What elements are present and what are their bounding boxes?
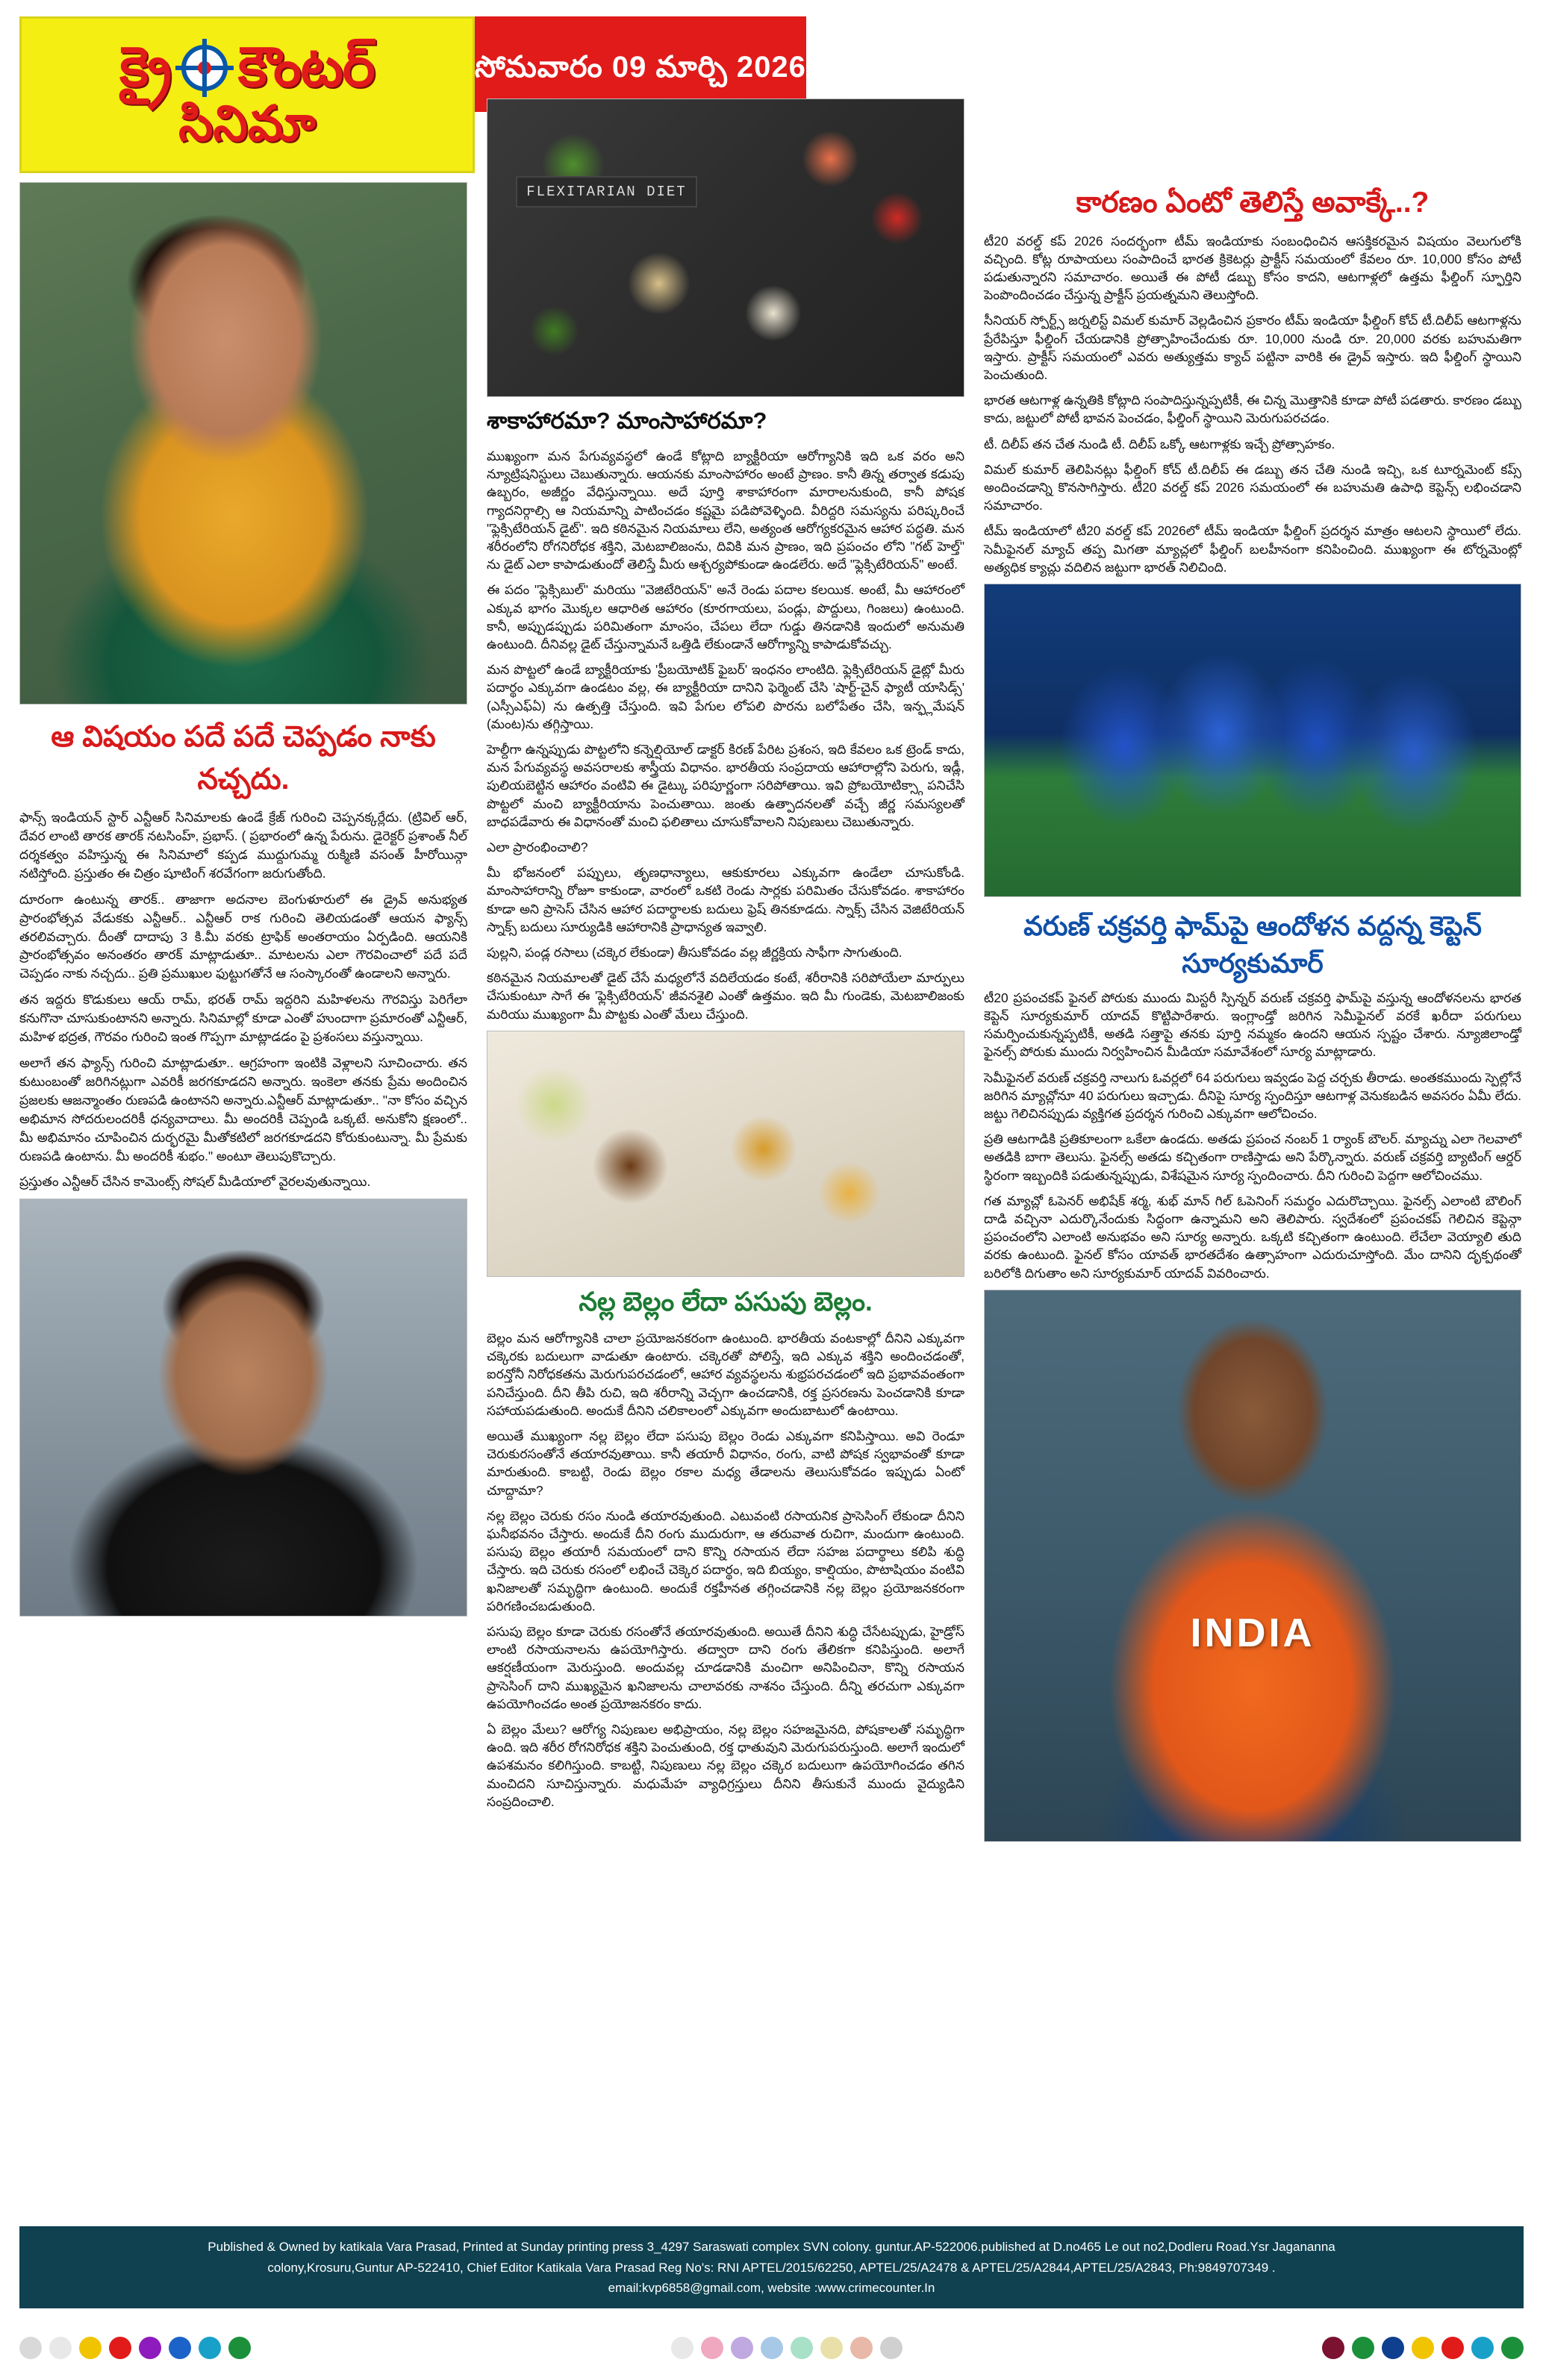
right2-paragraph-3: ప్రతి ఆటగాడికి ప్రతికూలంగా ఒకేలా ఉండదు. అతడు ప్రపంచ నంబర్ 1 ర్యాంక్ బౌలర్. మ్యాచ్ను ఎలా గెలవాలో అతడికి బాగా తెలుసు. ఫైనల్స్ అతడు కచ్చితంగా రాణిస్తాడు అని పేర్కొన్నారు. వరుణ్ చక్రవర్తి బ్యాటింగ్ ఆర్డర్ స్థిరంగా ఇబ్బందికి పడుతున్నప్పుడు, విశేషమైన సూర్య స్పందించారు. దీని గురించి పెద్దగా ఆలోచించము.: [984, 1131, 1521, 1183]
mid-paragraph-1: ముఖ్యంగా మన పేగువ్యవస్థలో ఉండే కోట్లాది బ్యాక్టీరియా ఆరోగ్యానికి ఇది ఒక వరం అని న్యూట్రిషనిస్టులు చెబుతున్నారు. ఆయనకు మాంసాహారం అంటే ప్రాణం. కానీ తిన్న తర్వాత కడుపు ఉబ్బరం, అజీర్ణం వేధిస్తున్నాయి. అదే పూర్తి శాకాహారంగా మారాలనుకుంది, కానీ పోషక గ్యాదనిర్గాల్సి ఆ నియమాన్ని పాటించడం కష్టమై పడిపోవెళ్ళింది. వీరిద్దరి సమస్యను పరిష్కరించే "ఫ్లెక్సిటేరియన్ డైట్". ఇది కఠినమైన నియమాలు లేని, అత్యంత ఆరోగ్యకరమైన ఆహార పద్ధతి. మన శరీరంలోని రోగనిరోధక శక్తిని, మెటబాలిజంను, దివికి మన ప్రాణం, ఇది ప్రపంచం లోని "గట్ హెల్త్" ను డైట్ ఎలా కాపాడుతుందో తెలిస్తే మీరు ఆశ్చర్యపోకుండా ఉండలేరు. అదే "ఫ్లెక్సిటేరియన్" అంటే.: [487, 449, 964, 572]
mid-headline-1: శాకాహారమా? మాంసాహారమా?: [487, 407, 767, 434]
footer-line-3: email:kvp6858@gmail.com, website :www.crimecounter.In: [608, 2280, 935, 2295]
left-paragraph-1: ఫాన్స్ ఇండియన్ స్టార్ ఎన్టీఆర్ సినిమాలకు ఉండే క్రేజ్ గురించి చెప్పనక్కర్లేదు. (ట్రివిల్ ఆర్, దేవర లాంటి తారక తారక్ నటసింహ్, ప్రభాస్. ( ప్రభారంలో ఉన్న పేరును. డైరెక్టర్ ప్రశాంత్ నీల్ దర్శకత్వం వహిస్తున్న ఈ సినిమాలో కప్పడ ముద్దుగుమ్మ రుక్మిణి వసంత్ హీరోయిన్గా నటిస్తోంది. ప్రస్తుతం ఈ చిత్రం షూటింగ్ శరవేగంగా జరుగుతోంది.: [19, 810, 467, 881]
print-color-registration-bar: [19, 2337, 1524, 2359]
color-swatch: [1352, 2337, 1374, 2359]
jaggery-turmeric-photo: [487, 1031, 964, 1277]
color-swatch-group-2: [671, 2337, 903, 2359]
color-swatch: [701, 2337, 723, 2359]
column-right: [984, 99, 1521, 1842]
color-swatch: [1412, 2337, 1434, 2359]
logo-word-crime: క్రై: [119, 37, 171, 99]
right-paragraph-1: టీ20 వరల్డ్ కప్ 2026 సందర్భంగా టీమ్ ఇండియాకు సంబంధించిన ఆసక్తికరమైన విషయం వెలుగులోకి వచ్చింది. కోట్ల రూపాయలు సంపాదించే భారత క్రికెటర్లు ప్రాక్టీస్ సమయంలో కేవలం రూ. 10,000 కోసం పోటీ పడుతున్నారని సమాచారం. అయితే ఈ పోటీ డబ్బు కోసం కాదని, ఆటగాళ్లలో ఉత్తమ ఫీల్డింగ్ స్ఫూర్తిని పెంపొందించడం చేస్తున్న ప్రాక్టీస్ ప్రయత్నమని తెలుస్తోంది.: [984, 233, 1521, 303]
color-swatch: [79, 2337, 102, 2359]
color-swatch: [139, 2337, 161, 2359]
mid2-paragraph-5: ఏ బెల్లం మేలు? ఆరోగ్య నిపుణుల అభిప్రాయం, నల్ల బెల్లం సహజమైనది, పోషకాలతో సమృద్ధిగా ఉంది. ఇది శరీర రోగనిరోధక శక్తిని పెంచుతుంది, రక్త ధాతువుని మెరుగుపరుస్తుంది. అలాగే ఇందులో ఉపశమనం కలిగిస్తుంది. కాబట్టి, నిపుణులు నల్ల బెల్లం చక్కెర బదులుగా ఉపయోగించడం తగిన మంచిదని సూచిస్తున్నారు. మధుమేహ వ్యాధిగ్రస్తులు దీనిని తీసుకునే ముందు వైద్యుడిని సంప్రదించాలి.: [487, 1721, 964, 1809]
color-swatch: [1382, 2337, 1404, 2359]
right-headline-1: కారణం ఏంటో తెలిస్తే అవాక్కే..?: [1076, 187, 1430, 219]
right-headline-2: వరుణ్ చక్రవర్తి ఫామ్‌పై ఆందోళన వద్దన్న కెప్టెన్ సూర్యకుమార్: [1023, 911, 1482, 979]
column-left: [19, 99, 467, 1842]
team-india-celebration-photo: [984, 584, 1521, 897]
left-headline: ఆ విషయం పదే పదే చెప్పడం నాకు నచ్చదు.: [51, 721, 436, 796]
sai-pallavi-photo: [19, 182, 467, 705]
color-swatch: [820, 2337, 843, 2359]
color-swatch: [1471, 2337, 1494, 2359]
right2-paragraph-2: సెమీఫైనల్ వరుణ్ చక్రవర్తి నాలుగు ఓవర్లలో 64 పరుగులు ఇవ్వడం పెద్ద చర్చకు తీరాడు. అంతకముందు స్పెల్లోనే జరిగిన మ్యాచ్లోనూ 40 పరుగులు ఇచ్చాడు. దీనిపై సూర్య స్పందిస్తూ ఆటగాళ్ల వెనుకబడిన అవసరం ఏమీ లేదు. జట్టు గెలిచినప్పుడు వ్యక్తిగత ప్రదర్శన గురించి ఎక్కువగా ఆలోచించం.: [984, 1069, 1521, 1121]
mid2-paragraph-3: నల్ల బెల్లం చెరుకు రసం నుండి తయారవుతుంది. ఎటువంటి రసాయనిక ప్రాసెసింగ్ లేకుండా దీనిని ఘనీభవనం చేస్తారు. అందుకే దీని రంగు ముదురుగా, ఆ తరువాత రుచిగా, మందుగా ఉంటుంది. పసుపు బెల్లం తయారీ సమయంలో దాని కొన్ని రసాయన లేదా సహజ పదార్థాలు కలిపి శుద్ధి చేస్తారు. ఇది చెరుకు రసంలో లభించే చెక్కెర పదార్థం, ఇది బియ్యం, కాల్షియం, పొటాషియం వంటివి ఖనిజాలతో సమృద్ధిగా ఉంటుంది. అందుకే రక్తహీనత తగ్గించడానికి నల్ల బెల్లం ప్రయోజనకరంగా పరిగణించబడుతుంది.: [487, 1508, 964, 1614]
color-swatch: [880, 2337, 903, 2359]
mid2-paragraph-4: పసుపు బెల్లం కూడా చెరుకు రసంతోనే తయారవుతుంది. అయితే దీనిని శుద్ధి చేసేటప్పుడు, హైడ్రోస్ లాంటి రసాయనాలను ఉపయోగిస్తారు. తద్వారా దాని రంగు తేలికగా కనిపిస్తుంది. అలాగే ఆకర్షణీయంగా మెరుస్తుంది. అందువల్ల చూడడానికి మంచిగా అనిపించినా, కొన్ని రసాయన ప్రాసెసింగ్ దాని ముఖ్యమైన ఖనిజాలను చాలావరకు నాశనం చేస్తుంది. దీన్ని తరచుగా ఎక్కువగా ఉపయోగించడం అంత ప్రయోజనకరం కాదు.: [487, 1623, 964, 1711]
flexitarian-diet-label: FLEXITARIAN DIET: [516, 176, 696, 207]
right2-paragraph-4: గత మ్యాచ్లో ఓపెనర్ అభిషేక్ శర్మ, శుభ్ మాన్ గిల్ ఓపెనింగ్ సమర్థం ఎదురొచ్చాయి. ఫైనల్స్ ఎలాంటి బౌలింగ్ దాడి వచ్చినా ఎదుర్కొనేందుకు సిద్ధంగా ఉన్నామని అని తెలిపారు. స్వదేశంలో ప్రపంచకప్ గెలిచిన కెప్టెన్గా ప్రపంచంలోని ఎలాంటి అనుభవం అని సూర్య అన్నారు. ఒక్కటి కచ్చితంగా ఉంటుంది. లేచేలా వెయ్యాలి తుది వరకు ఉంటుంది. ఫైనల్ కోసం యావత్ భారతదేశం ఉత్సాహంగా ఎదురుచూస్తోంది. మేం దానిని దృక్పథంతో బరిలోకి దిగుతాం అని సూర్యకుమార్ యాదవ్ వివరించారు.: [984, 1193, 1521, 1281]
color-swatch: [199, 2337, 221, 2359]
logo-word-counter: కౌంటర్: [237, 37, 375, 99]
mid-paragraph-6: మీ భోజనంలో పప్పులు, తృణధాన్యాలు, ఆకుకూరలు ఎక్కువగా ఉండేలా చూసుకోండి. మాంసాహారాన్ని రోజూ కాకుండా, వారంలో ఒకటి రెండు సార్లకు పరిమితం చేసుకోవడం. శాకాహారం కూడా అని ప్రాసెస్ చేసిన ఆహార పదార్థాలకు బదులు ఫ్రెష్ తినకూడదు. స్నాక్స్ చేసిన వెజిటేరియన్ స్నాక్స్ బదులు సూర్యుడికి ఆహారానికి ప్రాధాన్యత ఇవ్వాలి.: [487, 865, 964, 934]
mid2-paragraph-1: బెల్లం మన ఆరోగ్యానికి చాలా ప్రయోజనకరంగా ఉంటుంది. భారతీయ వంటకాల్లో దీనిని ఎక్కువగా చక్కెరకు బదులుగా వాడుతూ ఉంటారు. చక్కెరతో పోలిస్తే, ఇది ఎక్కువ శక్తిని అందించడంతో, ఐరన్తోనీ నిరోధకతను మెరుగుపరచడంలో, ఆహార వ్యవస్థలను శుభ్రపరచడంలో ఇది ప్రభావవంతంగా పనిచేస్తుంది. దీని తీపి రుచి, ఇది శరీరాన్ని వెచ్చగా ఉంచడానికి, రక్త ప్రసరణను పెంచడానికి కూడా సహాయపడుతుంది. అందుకే దీనిని చలికాలంలో ఎక్కువగా అందుబాటులో ఉంటాయి.: [487, 1330, 964, 1418]
jersey-india-text: INDIA: [1190, 1610, 1315, 1655]
left-paragraph-5: ప్రస్తుతం ఎన్టీఆర్ చేసిన కామెంట్స్ సోషల్ మీడియాలో వైరలవుతున్నాయి.: [19, 1174, 371, 1190]
logo-top-line: [119, 37, 375, 99]
mid-paragraph-7: పుల్లని, పండ్ల రసాలు (చక్కెర లేకుండా) తీసుకోవడం వల్ల జీర్ణక్రియ సాఫీగా సాగుతుంది.: [487, 945, 903, 961]
color-swatch: [1501, 2337, 1524, 2359]
color-swatch: [49, 2337, 72, 2359]
mid-paragraph-8: కఠినమైన నియమాలతో డైట్ చేసే మధ్యలోనే వదిలేయడం కంటే, శరీరానికి సరిపోయేలా మార్పులు చేసుకుంటూ సాగే ఈ 'ఫ్లెక్సిటేరియన్' జీవనశైలి ఎంతో ఉత్తమం. ఇది మీ గుండెకు, మెటబాలిజంకు మరియు ముఖ్యంగా మీ పొట్టకు ఎంతో మేలు చేస్తుంది.: [487, 970, 964, 1022]
right-paragraph-3: భారత ఆటగాళ్ల ఉన్నతికి కోట్లాది సంపాదిస్తున్నప్పటికీ, ఈ చిన్న మొత్తానికి కూడా పోటీ పడతారు. కారణం డబ్బు కాదు, జట్టులో పోటీ భావన పెంచడం, ఫీల్డింగ్ స్థాయిని మెరుగుపరచడం.: [984, 393, 1521, 426]
color-swatch: [228, 2337, 251, 2359]
color-swatch: [169, 2337, 191, 2359]
color-swatch: [671, 2337, 693, 2359]
left-paragraph-4: అలాగే తన ఫ్యాన్స్ గురించి మాట్లాడుతూ.. ఆగ్రహంగా ఇంటికి వెళ్లాలని సూచించారు. తన కుటుంబంతో జరిగినట్లుగా ఎవరికీ జరగకూడదని అన్నారు. ఇంకెలా తనకు ప్రేమ అందించిన ప్రజలకు ఆజన్మాంతం రుణపడి ఉంటానని అన్నారు.ఎన్టీఆర్ మాట్లాడుతూ.. "నా కోసం వచ్చిన అభిమాన సోదరులందరికీ ధన్యవాదాలు. మీ అందరికీ చెప్పండి ఒక్కటే. అనుకోని క్షణంలో.. మీ అభిమానం చూపించిన దుర్భరమై మీతోకటిలో జరగకూడదని కోరుకుంటున్నా. మీ ప్రేమకు రుణపడి ఉంటాను. మీ అందరికీ శుభం." అంటూ తెలుపుకొచ్చారు.: [19, 1055, 467, 1164]
footer-imprint: [19, 2226, 1524, 2308]
crosshair-icon: [181, 45, 228, 91]
mid-headline-2: నల్ల బెల్లం లేదా పసుపు బెల్లం.: [579, 1287, 873, 1317]
right-paragraph-4: టీ. దిలీప్ తన చేత నుండి టీ. దిలీప్ ఒక్కో ఆటగాళ్లకు ఇచ్చే ప్రోత్సాహకం.: [984, 436, 1335, 452]
footer-line-2: colony,Krosuru,Guntur AP-522410, Chief Editor Katikala Vara Prasad Reg No's: RNI APTEL/2015/62250, APTEL/25/A2478 & APTEL/25/A2844,APTEL/25/A2843, Ph:9849707349 .: [267, 2260, 1276, 2275]
column-middle: [487, 99, 964, 1842]
color-swatch: [850, 2337, 873, 2359]
color-swatch: [1322, 2337, 1344, 2359]
suryakumar-yadav-photo: [984, 1290, 1521, 1842]
mid-paragraph-4: హెల్దీగా ఉన్నప్పుడు పొట్టలోని కన్నెల్షియోల్ డాక్టర్ కిరణ్ పేరిట ప్రశంస, ఇది కేవలం ఒక ట్రెండ్ కాదు, మన పేగువ్యవస్థ అవసరాలకు శాస్త్రీయ విధానం. భారతీయ సంప్రదాయ ఆహారాల్లోని పెరుగు, ఇడ్లీ, పులియబెట్టిన ఆహారం వంటివి ఈ డైట్కు పరిపూర్ణంగా సరిపోతాయి. ఇవి ప్రోబయోటిక్స్గా పనిచేసి పొట్టలో మంచి బ్యాక్టీరియాను పెంచుతాయి. జంతు ఉత్పాదనలతో వచ్చే జీర్ణ సమస్యలతో బాధపడేవారు ఈ విధానంతో మంచి ఫలితాలు చూసుకోవాలని నిపుణులు చెబుతున్నారు.: [487, 742, 964, 829]
right-paragraph-2: సీనియర్ స్పోర్ట్స్ జర్నలిస్ట్ విమల్ కుమార్ వెల్లడించిన ప్రకారం టీమ్ ఇండియా ఫీల్డింగ్ కోచ్ టీ.దిలీప్ ఆటగాళ్లను ప్రేరేపిస్తూ ఫీల్డింగ్ చేయడానికి ప్రోత్సాహించేందుకు రూ. 10,000 నుండి రూ. 20,000 వరకు బహుమతిగా ఇస్తారు. ప్రాక్టీస్ సమయంలో ఎవరు అత్యుత్తమ క్యాచ్ పట్టినా వారికి ఈ డ్రైవ్ ఇస్తారు. ఇది ఫీల్డింగ్ స్థాయిని పెంచుతుంది.: [984, 313, 1521, 382]
color-swatch: [109, 2337, 131, 2359]
color-swatch: [19, 2337, 42, 2359]
color-swatch-group-1: [19, 2337, 251, 2359]
content-columns: [19, 99, 1524, 1842]
mid2-paragraph-2: అయితే ముఖ్యంగా నల్ల బెల్లం లేదా పసుపు బెల్లం రెండు ఎక్కువగా కనిపిస్తాయి. అవి రెండూ చెరుకురసంతోనే తయారవుతాయి. కానీ తయారీ విధానం, రంగు, వాటి పోషక స్వభావంతో కూడా మారుతుంది. కాబట్టి, రెండు బెల్లం రకాల మధ్య తేడాలను తెలుసుకోవడం ఇప్పుడు ఏంటో చూద్దామా?: [487, 1428, 964, 1498]
color-swatch: [731, 2337, 753, 2359]
left-paragraph-2: దూరంగా ఉంటున్న తారక్.. తాజాగా అదనాల బెంగుళూరులో ఈ డ్రైవ్ అనుభ్యత ప్రారంభోత్సవ వేడుకకు ఎన్టీఆర్.. ఎన్టీఆర్ రాక గురించి తెలియడంతో ఆయన ఫ్యాన్స్ తరలివచ్చారు. దీంతో దాదాపు 3 కి.మీ వరకు ట్రాఫిక్ అంతరాయం ఏర్పడింది. ఆయనికి ప్రారంభోత్సవం అనంతరం తారక్ మాట్లాడుతూ.. మాటలను ఎలా గౌరవించాలో పదే పదే చెప్పడం నాకు నచ్చదు.. ప్రతి ప్రముఖుల ఫుట్టుగతోనే ఆ సంస్కారంతో ఉండాలని అన్నారు.: [19, 891, 467, 981]
flexitarian-diet-food-photo: [487, 99, 964, 397]
color-swatch: [761, 2337, 783, 2359]
right2-paragraph-1: టీ20 ప్రపంచకప్ ఫైనల్ పోరుకు ముందు మిస్టరీ స్పిన్నర్ వరుణ్ చక్రవర్తి ఫామ్‌పై వస్తున్న ఆందోళనలను భారత కెప్టెన్ సూర్యకుమార్ యాదవ్ కొట్టిపారేశారు. ఇంగ్లాండ్తో జరిగిన సెమీఫైనల్ వరకే ఖరీదా పరుగులు సమర్పించుకున్నప్పటికీ, అతడి సత్తాపై తనకు పూర్తి నమ్మకం ఉందని ఆయన స్పష్టం చేశారు. న్యూజిలాండ్తో ఫైనల్స్ పోరుకు ముందు నిర్వహించిన మీడియా సమావేశంలో సూర్య మాట్లాడారు.: [984, 990, 1521, 1060]
date-bar: సోమవారం 09 మార్చి 2026: [475, 16, 806, 112]
logo-word-cinema: సినిమా: [178, 97, 316, 152]
footer-line-1: Published & Owned by katikala Vara Prasad, Printed at Sunday printing press 3_4297 Saraswati complex SVN colony. guntur.AP-522006.published at D.no465 Le out no2,Dodleru Road.Ysr Jagananna: [208, 2240, 1335, 2255]
newspaper-logo: [19, 16, 475, 173]
color-swatch: [1441, 2337, 1464, 2359]
left-paragraph-3: తన ఇద్దరు కొడుకులు ఆయ్ రామ్, భరత్ రామ్ ఇద్దరిని మహిళలను గౌరవిస్తు పెరిగేలా కనుగొనా చూసుకుంటానని అన్నారు. సినిమాల్లో కూడా ఎంతో హుందాగా ప్రమారంతో ఎన్టీఆర్, మహిళ భద్రత, గౌరవం గురించి ఇంత గొప్పగా మాట్లాడడం పై ప్రశంసలు వస్తున్నాయి.: [19, 992, 467, 1045]
mid-paragraph-3: మన పొట్టలో ఉండే బ్యాక్టీరియాకు 'ప్రీబయోటిక్ ఫైబర్' ఇంధనం లాంటిది. ఫ్లెక్సిటేరియన్ డైట్లో మీరు పదార్థం ఎక్కువగా ఉండటం వల్ల, ఈ బ్యాక్టీరియా దానిని ఫెర్మెంట్ చేసి 'షార్ట్-చైన్ ఫ్యాటీ యాసిడ్స్' (ఎస్సీఎఫ్ఏ) ను ఉత్పత్తి చేస్తుంది. ఇవి పేగుల లోపలి పొరను బలోపేతం చేసి, ఇన్ఫ్లమేషన్ (మంట)ను తగ్గిస్తాయి.: [487, 662, 964, 731]
right-paragraph-5: విమల్ కుమార్ తెలిపినట్లు ఫీల్డింగ్ కోచ్ టీ.దిలీప్ ఈ డబ్బు తన చేతి నుండి ఇచ్చి, ఒక టూర్నమెంట్ కప్స్ అందించడాన్ని కొనసాగిస్తారు. టీ20 వరల్డ్ కప్ 2026 సమయంలో ఈ బహుమతి ఉపాధి కెప్టెన్స్ లభించడాని సమాచారం.: [984, 461, 1521, 513]
right-paragraph-6: టీమ్ ఇండియాలో టీ20 వరల్డ్ కప్ 2026లో టీమ్ ఇండియా ఫీల్డింగ్ ప్రదర్శన మాత్రం ఆటలని స్థాయిలో లేదు. సెమీఫైనల్ మ్యాచ్ తప్ప మిగతా మ్యాచ్లలో ఫీల్డింగ్ బలహీనంగా కనిపించింది. ముఖ్యంగా ఈ టోర్నమెంట్లో అత్యధిక క్యాచ్లు వదిలిన జట్టుగా భారత్ నిలిచింది.: [984, 523, 1521, 575]
color-swatch-group-3: [1322, 2337, 1524, 2359]
jr-ntr-photo: [19, 1199, 467, 1617]
mid-paragraph-5: ఎలా ప్రారంభించాలి?: [487, 840, 588, 855]
mid-paragraph-2: ఈ పదం "ఫ్లెక్సిబుల్" మరియు "వెజిటేరియన్" అనే రెండు పదాల కలయిక. అంటే, మీ ఆహారంలో ఎక్కువ భాగం మొక్కల ఆధారిత ఆహారం (కూరగాయలు, పండ్లు, పొద్దులు, గింజలు) ఉంటుంది. కానీ, అప్పుడప్పుడు పరిమితంగా మాంసం, చేపలు లేదా గుడ్డు తినడానికి ఇందులో అనుమతి ఉంటుంది. దీనివల్ల డైట్ చేస్తున్నామనే ఒత్తిడి లేకుండానే ఆరోగ్యాన్ని కాపాడుకోవచ్చు.: [487, 582, 964, 652]
color-swatch: [791, 2337, 813, 2359]
